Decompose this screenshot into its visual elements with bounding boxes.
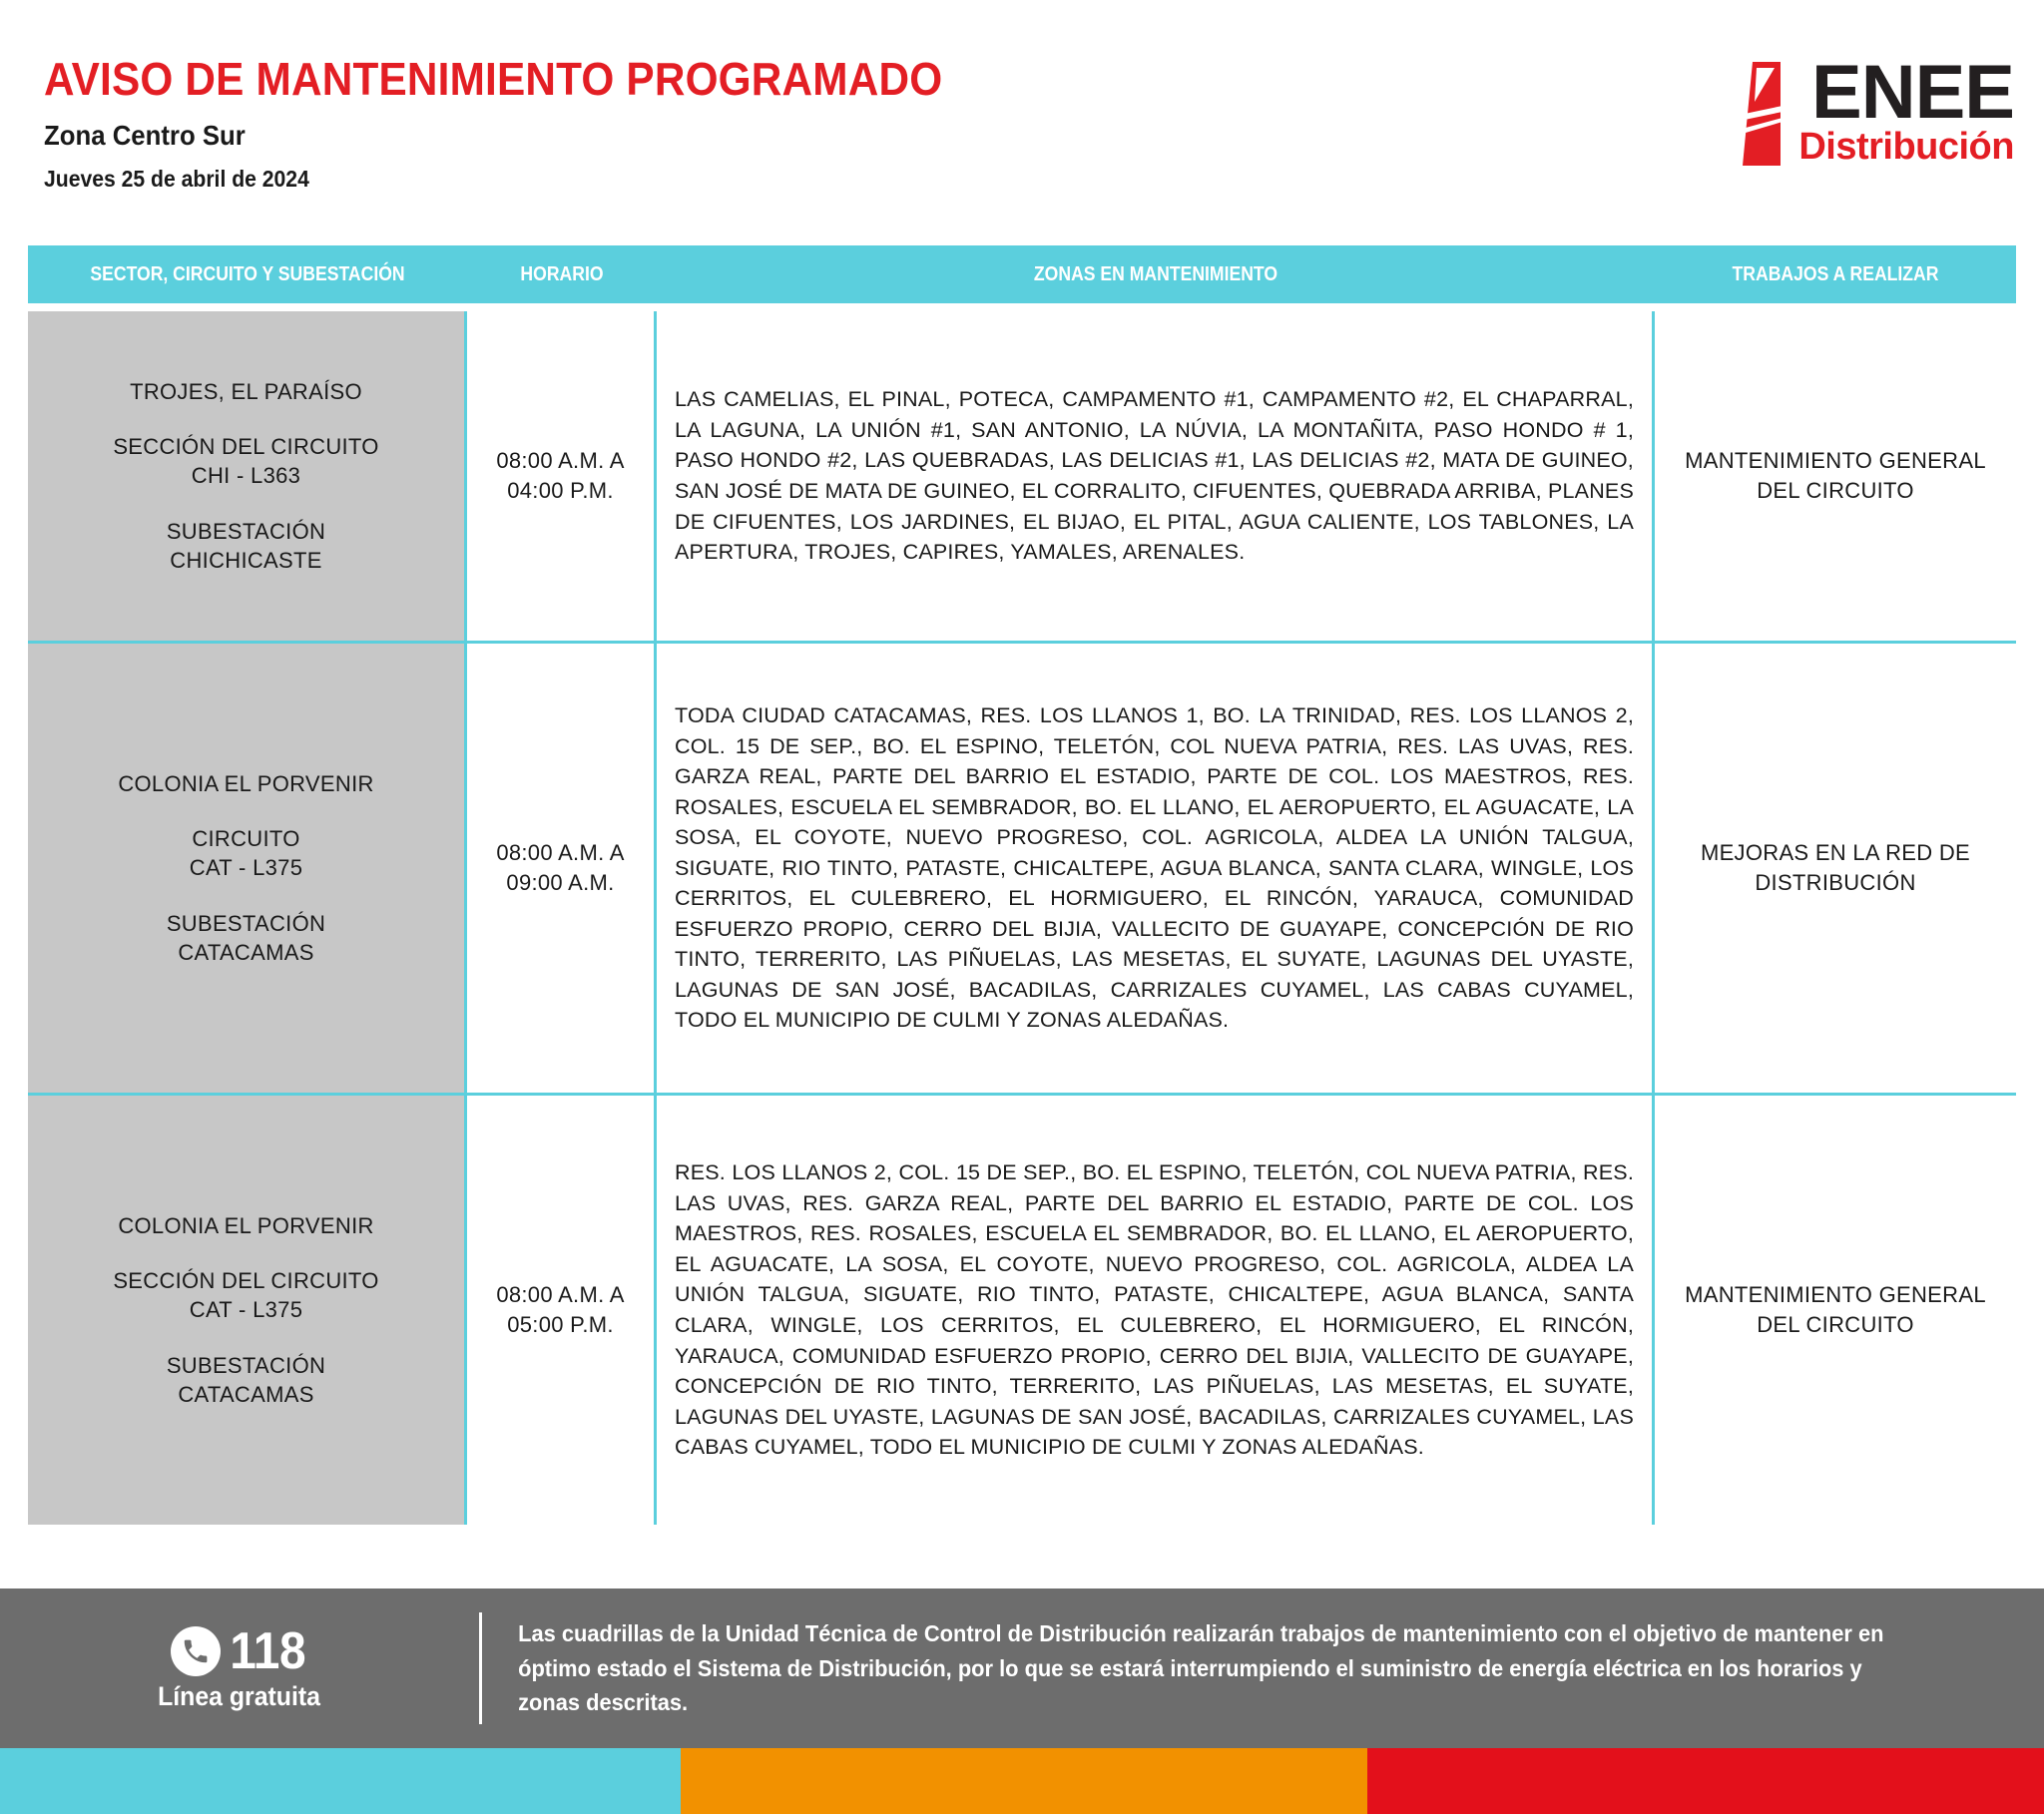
hotline-number-line xyxy=(171,1621,308,1680)
table-row xyxy=(28,1096,2016,1525)
cell-zonas: RES. LOS LLANOS 2, COL. 15 DE SEP., BO. EL ESPINO, TELETÓN, COL NUEVA PATRIA, RES. LAS UVAS, RES. GARZA REAL, PARTE DEL BARRIO EL ESTADIO, PARTE DE COL. LOS MAESTROS, RES. ROSALES, ESCUELA EL SEMBRADOR, BO. EL LLANO, EL AEROPUERTO, EL AGUACATE, LA SOSA, EL COYOTE, NUEVO PROGRESO, COL. AGRICOLA, ALDEA LA UNIÓN TALGUA, SIGUATE, RIO TINTO, PATASTE, CHICALTEPE, AGUA BLANCA, SANTA CLARA, WINGLE, LOS CERRITOS, EL CULEBRERO, EL HORMIGUERO, EL RINCÓN, YARAUCA, COMUNIDAD ESFUERZO PROPIO, CERRO DEL BIJIA, VALLECITO DE GUAYAPE, CONCEPCIÓN DE RIO TINTO, TERRERITO, LAS PIÑUELAS, LAS MESETAS, EL SUYATE, LAGUNAS DEL UYASTE, LAGUNAS DE SAN JOSÉ, BACADILAS, CARRIZALES CUYAMEL, LAS CABAS CUYAMEL, TODO EL MUNICIPIO DE CULMI Y ZONAS ALEDAÑAS. xyxy=(657,1096,1655,1525)
sector-place: TROJES, EL PARAÍSO xyxy=(130,379,362,405)
column-header-trabajos: TRABAJOS A REALIZAR xyxy=(1732,262,1939,285)
sector-circuit xyxy=(113,1266,378,1324)
sector-substation-label: SUBESTACIÓN xyxy=(166,518,326,544)
cell-zonas: LAS CAMELIAS, EL PINAL, POTECA, CAMPAMENTO #1, CAMPAMENTO #2, EL CHAPARRAL, LA LAGUNA, LA UNIÓN #1, SAN ANTONIO, LA NÚVIA, LA MONTAÑITA, PASO HONDO # 1, PASO HONDO #2, LAS QUEBRADAS, LAS DELICIAS #1, LAS DELICIAS #2, MATA DE GUINEO, SAN JOSÉ DE MATA DE GUINEO, EL CORRALITO, CIFUENTES, QUEBRADA ARRIBA, PLANES DE CIFUENTES, LOS JARDINES, EL BIJAO, EL PITAL, AGUA CALIENTE, LOS TABLONES, LA APERTURA, TROJES, CAPIRES, YAMALES, ARENALES. xyxy=(657,311,1655,641)
footer-note: Las cuadrillas de la Unidad Técnica de Control de Distribución realizarán trabajos de mantenimiento con el objetivo de mantener en óptimo estado el Sistema de Distribución, por lo que se estará interrumpiendo el suministro de energía eléctrica en los horarios y zonas descritas. xyxy=(518,1619,1884,1716)
cell-trabajos: MANTENIMIENTO GENERAL DEL CIRCUITO xyxy=(1685,448,1986,503)
hotline-label: Línea gratuita xyxy=(158,1680,321,1711)
cell-sector xyxy=(28,1096,467,1525)
sector-substation xyxy=(167,517,325,575)
page-footer xyxy=(0,1588,2044,1748)
hotline-number: 118 xyxy=(230,1621,305,1680)
sector-circuit-label: SECCIÓN DEL CIRCUITO xyxy=(113,1268,379,1294)
table-row xyxy=(28,311,2016,644)
notice-date: Jueves 25 de abril de 2024 xyxy=(44,166,309,192)
color-bar-cyan xyxy=(0,1748,681,1814)
page-title: AVISO DE MANTENIMIENTO PROGRAMADO xyxy=(44,53,943,105)
sector-substation-label: SUBESTACIÓN xyxy=(166,910,326,936)
color-bar-orange xyxy=(681,1748,1367,1814)
phone-icon xyxy=(171,1626,221,1676)
logo-name: ENEE xyxy=(1811,50,2014,135)
header-text-block xyxy=(44,53,1021,193)
sector-circuit-code: CAT - L375 xyxy=(189,855,303,881)
maintenance-table xyxy=(28,245,2016,1525)
sector-substation-name: CATACAMAS xyxy=(178,939,314,965)
sector-substation-label: SUBESTACIÓN xyxy=(166,1352,326,1378)
sector-circuit-label: SECCIÓN DEL CIRCUITO xyxy=(113,434,379,460)
cell-horario: 08:00 A.M. A 05:00 P.M. xyxy=(467,1096,657,1525)
color-bar-red xyxy=(1367,1748,2044,1814)
sector-place: COLONIA EL PORVENIR xyxy=(118,771,374,797)
sector-place: COLONIA EL PORVENIR xyxy=(118,1213,374,1239)
page-header xyxy=(0,0,2044,245)
table-row xyxy=(28,644,2016,1096)
footer-hotline xyxy=(0,1621,479,1712)
cell-sector xyxy=(28,311,467,641)
sector-circuit xyxy=(113,432,378,490)
enee-logo xyxy=(1741,50,2014,170)
sector-substation xyxy=(167,1351,325,1409)
cell-sector xyxy=(28,644,467,1093)
column-header-zonas: ZONAS EN MANTENIMIENTO xyxy=(1033,262,1278,285)
sector-substation-name: CHICHICASTE xyxy=(170,547,322,573)
sector-circuit xyxy=(190,824,302,882)
cell-trabajos: MEJORAS EN LA RED DE DISTRIBUCIÓN xyxy=(1700,840,1971,895)
sector-substation xyxy=(167,909,325,967)
logo-tagline: Distribución xyxy=(1798,126,2014,169)
logo-wordmark xyxy=(1798,50,2014,169)
cell-zonas: TODA CIUDAD CATACAMAS, RES. LOS LLANOS 1, BO. LA TRINIDAD, RES. LOS LLANOS 2, COL. 15 DE SEP., BO. EL ESPINO, TELETÓN, COL NUEVA PATRIA, RES. LAS UVAS, RES. GARZA REAL, PARTE DEL BARRIO EL ESTADIO, PARTE DE COL. LOS MAESTROS, RES. ROSALES, ESCUELA EL SEMBRADOR, BO. EL LLANO, EL AEROPUERTO, EL AGUACATE, LA SOSA, EL COYOTE, NUEVO PROGRESO, COL. AGRICOLA, ALDEA LA UNIÓN TALGUA, SIGUATE, RIO TINTO, PATASTE, CHICALTEPE, AGUA BLANCA, SANTA CLARA, WINGLE, LOS CERRITOS, EL CULEBRERO, EL HORMIGUERO, EL RINCÓN, YARAUCA, COMUNIDAD ESFUERZO PROPIO, CERRO DEL BIJIA, VALLECITO DE GUAYAPE, CONCEPCIÓN DE RIO TINTO, TERRERITO, LAS PIÑUELAS, LAS MESETAS, EL SUYATE, LAGUNAS DEL UYASTE, LAGUNAS DE SAN JOSÉ, BACADILAS, CARRIZALES CUYAMEL, LAS CABAS CUYAMEL, TODO EL MUNICIPIO DE CULMI Y ZONAS ALEDAÑAS. xyxy=(657,644,1655,1093)
enee-flame-mark-icon xyxy=(1741,62,1792,170)
bottom-color-bars xyxy=(0,1748,2044,1814)
sector-circuit-code: CHI - L363 xyxy=(191,463,301,489)
cell-horario: 08:00 A.M. A 09:00 A.M. xyxy=(467,644,657,1093)
cell-horario: 08:00 A.M. A 04:00 P.M. xyxy=(467,311,657,641)
phone-handset-icon xyxy=(181,1636,211,1666)
column-header-sector: SECTOR, CIRCUITO Y SUBESTACIÓN xyxy=(90,262,405,285)
cell-trabajos: MANTENIMIENTO GENERAL DEL CIRCUITO xyxy=(1685,1282,1986,1337)
table-body xyxy=(28,303,2016,1525)
column-header-horario: HORARIO xyxy=(520,262,604,285)
zone-subtitle: Zona Centro Sur xyxy=(44,120,246,151)
table-header-row xyxy=(28,245,2016,303)
sector-circuit-label: CIRCUITO xyxy=(192,826,300,852)
sector-substation-name: CATACAMAS xyxy=(178,1381,314,1407)
sector-circuit-code: CAT - L375 xyxy=(189,1297,303,1323)
